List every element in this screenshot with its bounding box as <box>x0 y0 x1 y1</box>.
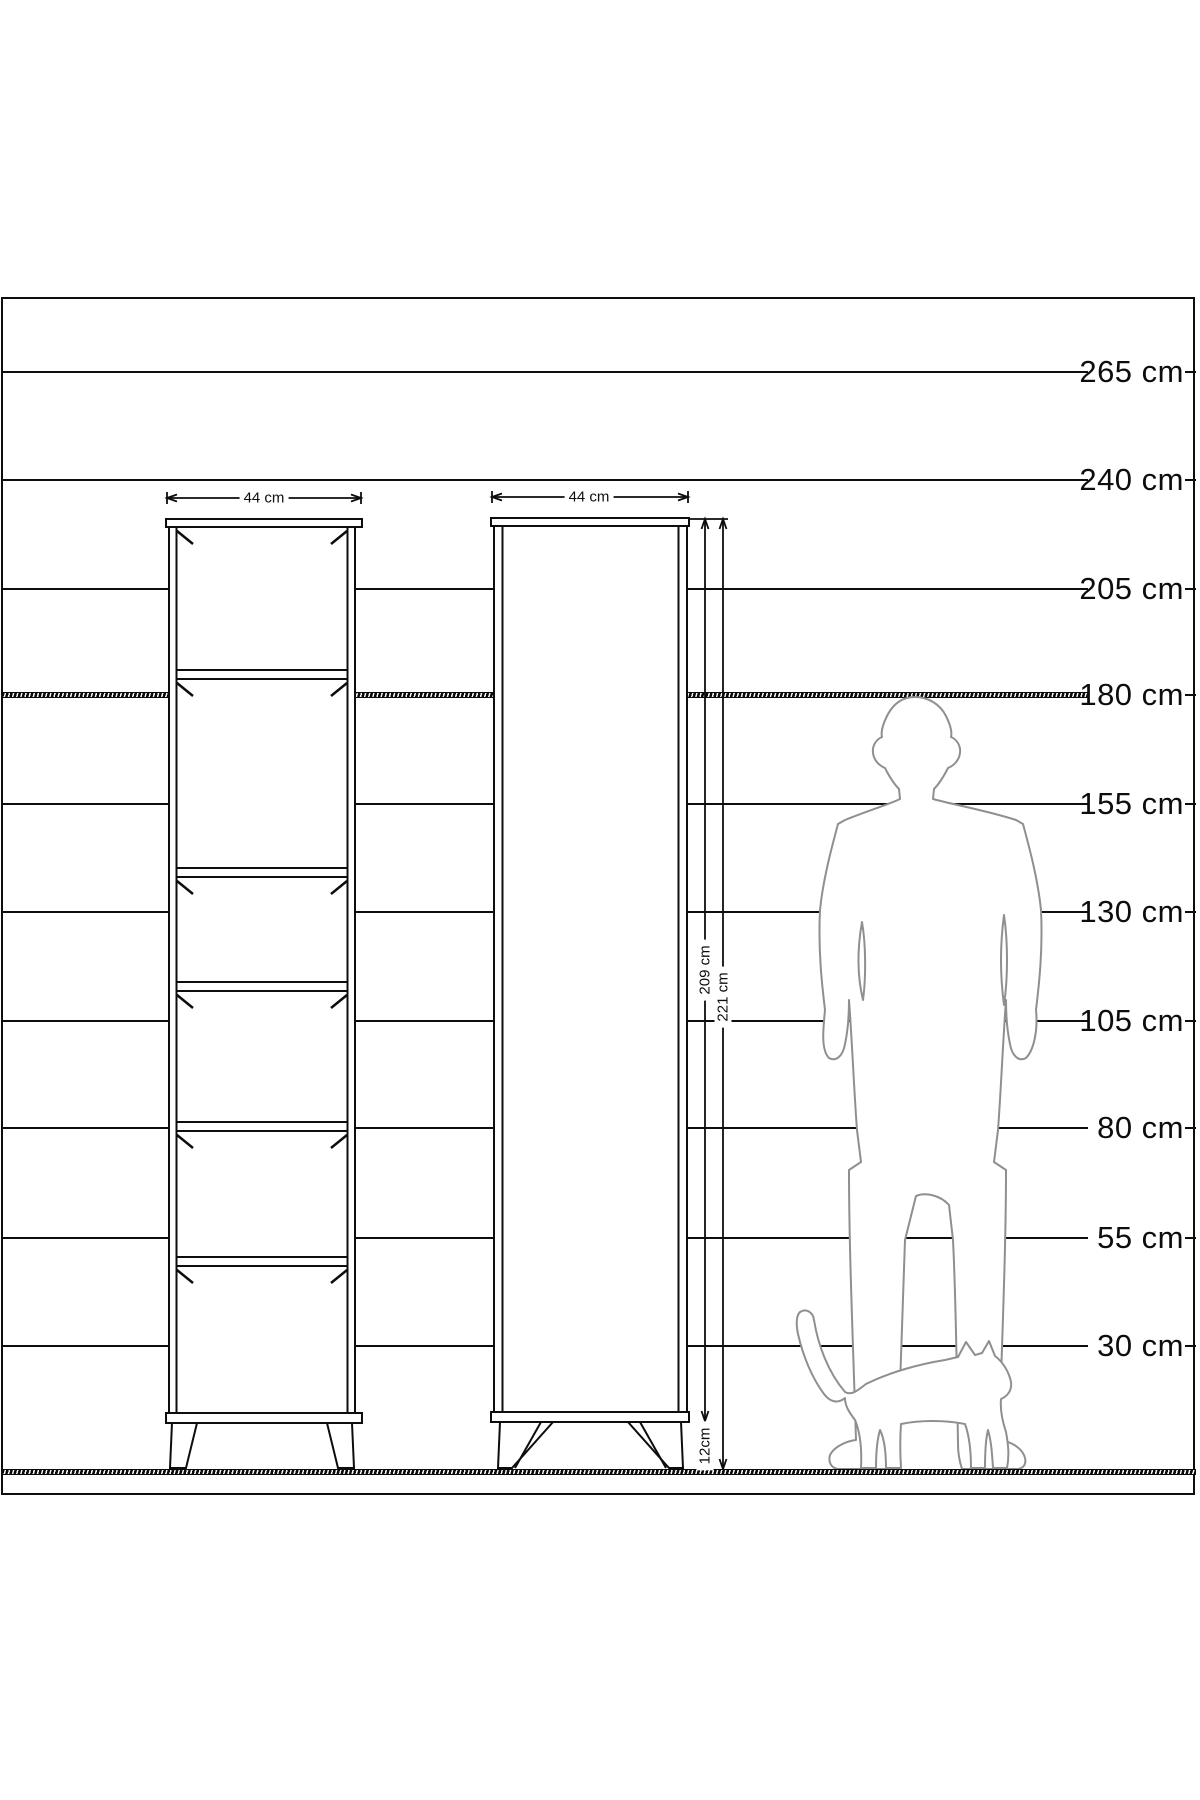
scale-label-30-cm: 30 cm <box>1097 1328 1184 1363</box>
scale-label-55-cm: 55 cm <box>1097 1220 1184 1255</box>
scale-label-105-cm: 105 cm <box>1079 1003 1184 1038</box>
scale-label-205-cm: 205 cm <box>1079 571 1184 606</box>
scale-tick <box>1185 371 1196 373</box>
bookshelf-width-label: 44 cm <box>240 490 289 507</box>
scale-label-80-cm: 80 cm <box>1097 1110 1184 1145</box>
scale-tick <box>1185 803 1196 805</box>
scale-tick <box>1185 694 1196 696</box>
scale-tick <box>1185 1345 1196 1347</box>
scale-label-155-cm: 155 cm <box>1079 786 1184 821</box>
cabinet-body-height-label: 209 cm <box>697 939 714 1000</box>
scale-label-240-cm: 240 cm <box>1079 462 1184 497</box>
scale-tick <box>1185 1127 1196 1129</box>
floor-line <box>2 1469 1196 1475</box>
scale-tick <box>1185 1020 1196 1022</box>
scale-tick <box>1185 1237 1196 1239</box>
scale-label-180-cm: 180 cm <box>1079 677 1184 712</box>
scale-tick <box>1185 479 1196 481</box>
cabinet-leg-height-label: 12cm <box>697 1422 714 1471</box>
scale-tick <box>1185 911 1196 913</box>
cabinet-total-height-label: 221 cm <box>715 966 732 1027</box>
scale-tick <box>1185 588 1196 590</box>
scale-label-130-cm: 130 cm <box>1079 894 1184 929</box>
scale-label-265-cm: 265 cm <box>1079 354 1184 389</box>
cabinet-width-label: 44 cm <box>565 489 614 506</box>
